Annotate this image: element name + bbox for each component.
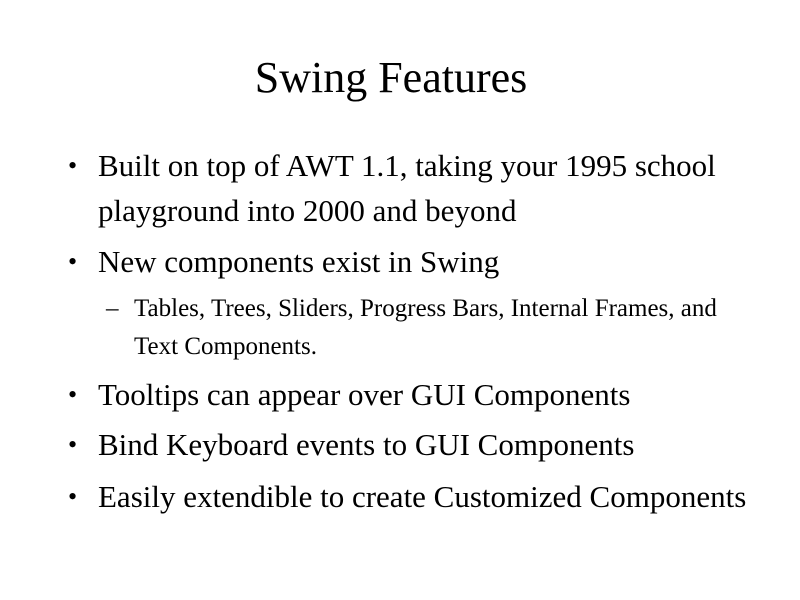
- bullet-icon: •: [68, 430, 78, 459]
- bullet-text: Easily extendible to create Customized Components: [98, 479, 747, 514]
- bullet-icon: •: [68, 482, 78, 511]
- bullet-text: Tooltips can appear over GUI Components: [98, 377, 631, 412]
- bullet-icon: •: [68, 247, 78, 276]
- bullet-text: Bind Keyboard events to GUI Components: [98, 427, 635, 462]
- bullet-icon: •: [68, 151, 78, 180]
- sub-bullet-text: Tables, Trees, Sliders, Progress Bars, Internal Frames, and Text Components.: [134, 295, 717, 360]
- bullet-item: [68, 239, 748, 284]
- slide-title: Swing Features: [254, 53, 528, 102]
- sub-bullet-item: [106, 290, 754, 366]
- dash-icon: –: [106, 295, 119, 322]
- bullet-text: Built on top of AWT 1.1, taking your 1995 school playground into 2000 and beyond: [98, 148, 716, 228]
- bullet-item: [68, 422, 748, 467]
- bullet-item: [68, 474, 748, 519]
- bullet-text: New components exist in Swing: [98, 244, 500, 279]
- bullet-item: [68, 143, 748, 233]
- bullet-icon: •: [68, 380, 78, 409]
- bullet-item: [68, 372, 748, 417]
